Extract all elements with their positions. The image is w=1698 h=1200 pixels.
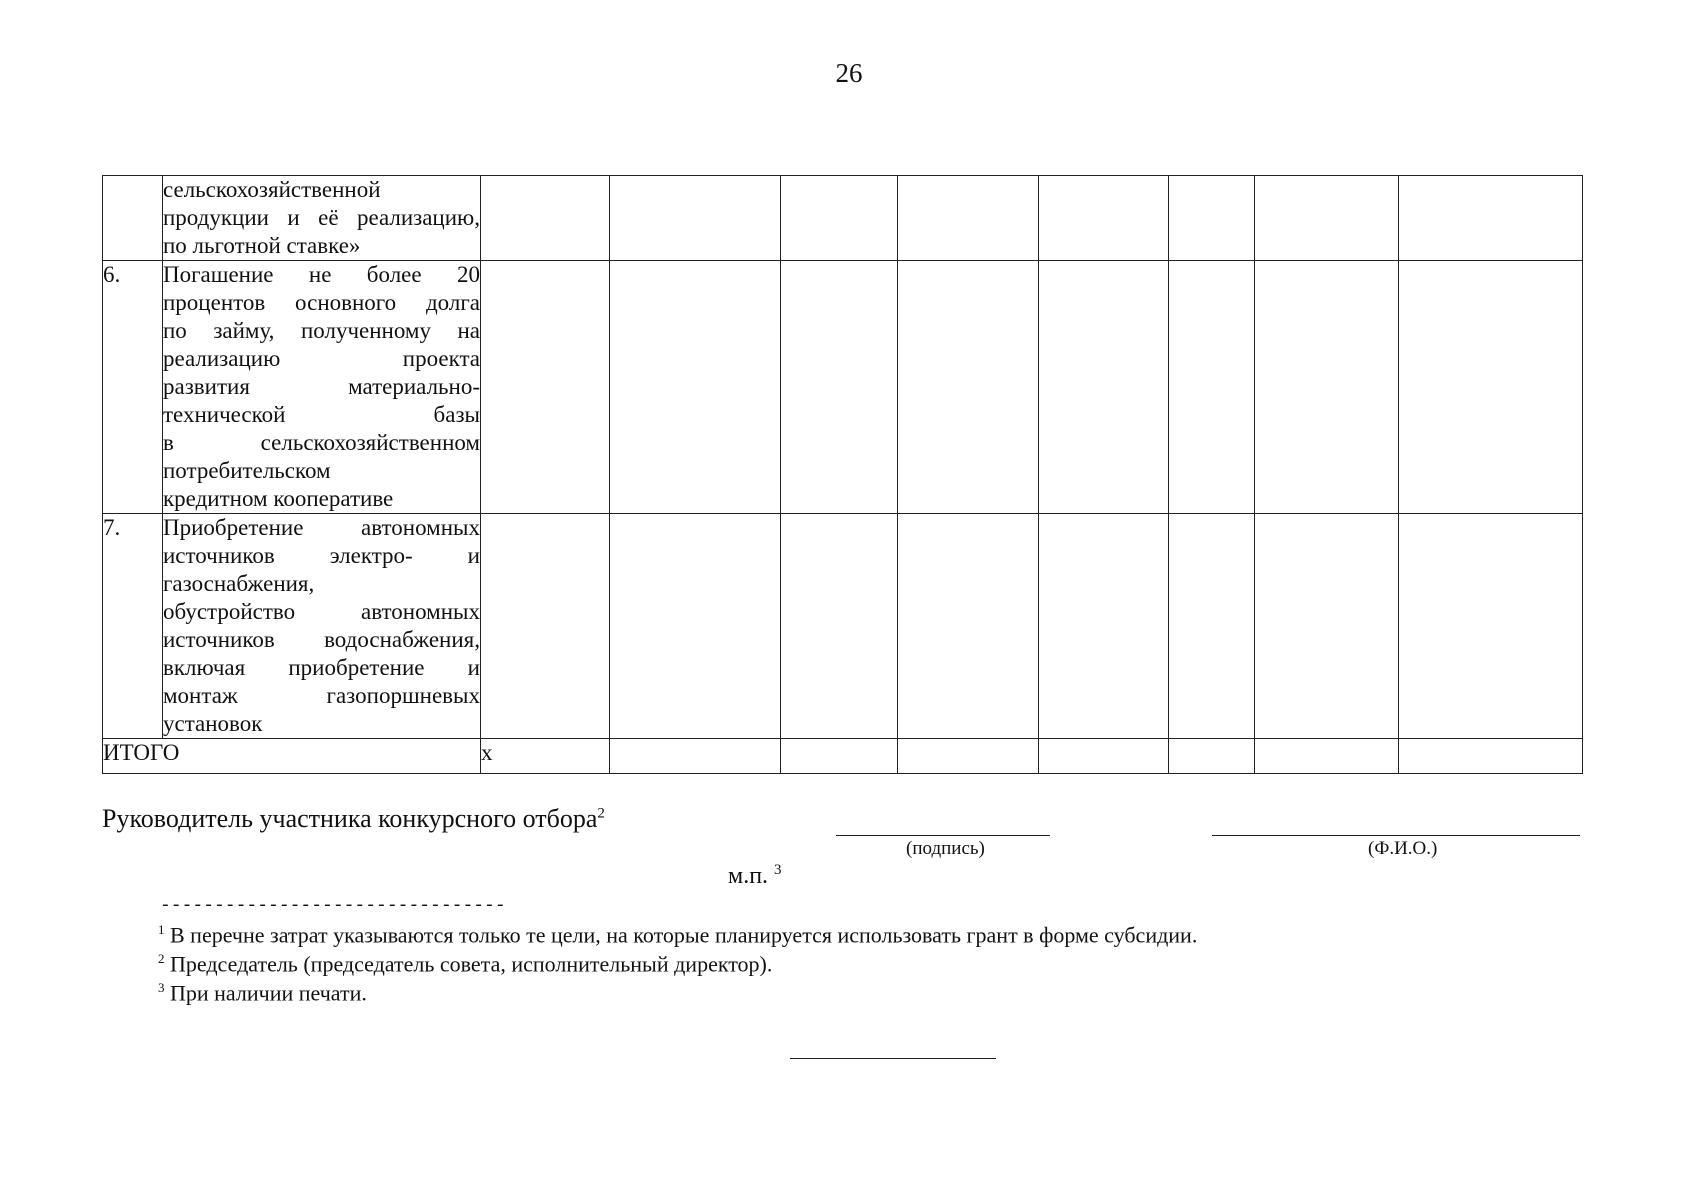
empty-cell xyxy=(1039,261,1169,514)
page-number: 26 xyxy=(835,58,863,88)
description-line: процентов основного долга xyxy=(163,290,480,315)
empty-cell xyxy=(1399,176,1583,261)
empty-cell xyxy=(1399,514,1583,739)
empty-cell xyxy=(1399,261,1583,514)
table-row xyxy=(103,176,1583,261)
signature-label-text: Руководитель участника конкурсного отбора xyxy=(102,804,598,833)
stamp-text: м.п. xyxy=(728,863,769,889)
footnote-text: При наличии печати. xyxy=(170,980,367,1006)
description-line: развития материально- xyxy=(163,374,480,399)
empty-cell xyxy=(1399,739,1583,774)
empty-cell xyxy=(481,261,610,514)
description-line: по займу, полученному на xyxy=(163,318,480,343)
footnote-mark: 1 xyxy=(158,922,165,937)
description-line: источников водоснабжения, xyxy=(163,627,480,652)
signature-line xyxy=(836,835,1050,836)
footnote-mark: 3 xyxy=(158,980,165,995)
empty-cell xyxy=(481,514,610,739)
empty-cell xyxy=(1039,176,1169,261)
table-row xyxy=(103,261,1583,514)
empty-cell xyxy=(1039,514,1169,739)
cost-table xyxy=(102,175,1583,774)
description-line: обустройство автономных xyxy=(163,599,480,624)
footnote-3 xyxy=(158,980,367,1006)
description-line: включая приобретение и xyxy=(163,655,480,680)
description-line: реализацию проекта xyxy=(163,346,480,371)
row-number: 7. xyxy=(103,514,163,739)
empty-cell xyxy=(1169,176,1255,261)
footnote-separator: -------------------------------- xyxy=(160,896,506,916)
empty-cell xyxy=(898,514,1039,739)
description-line: Погашение не более 20 xyxy=(163,262,480,287)
empty-cell xyxy=(1255,176,1399,261)
description-line: кредитном кооперативе xyxy=(163,486,394,511)
empty-cell xyxy=(781,176,898,261)
empty-cell xyxy=(898,261,1039,514)
total-label: ИТОГО xyxy=(103,739,481,774)
description-line: по льготной ставке» xyxy=(163,233,361,258)
empty-cell xyxy=(1255,261,1399,514)
description-line: в сельскохозяйственном xyxy=(163,430,480,455)
description-line: установок xyxy=(163,711,263,736)
signature-label xyxy=(102,804,605,834)
total-x-mark: х xyxy=(481,739,610,774)
empty-cell xyxy=(610,176,781,261)
description-line: сельскохозяйственной xyxy=(163,177,381,202)
stamp-footnote-mark: 3 xyxy=(774,862,782,878)
footnote-mark: 2 xyxy=(158,951,165,966)
footnote-2 xyxy=(158,951,772,977)
empty-cell xyxy=(610,739,781,774)
row-number xyxy=(103,176,163,261)
row-description xyxy=(163,514,481,739)
signature-label-footnote-mark: 2 xyxy=(597,805,605,822)
footnote-text: В перечне затрат указываются только те цели, на которые планируется использовать грант в форме субсидии. xyxy=(170,922,1198,948)
end-line xyxy=(790,1058,996,1059)
empty-cell xyxy=(610,261,781,514)
empty-cell xyxy=(781,261,898,514)
description-line: потребительском xyxy=(163,458,331,483)
empty-cell xyxy=(610,514,781,739)
description-line: монтаж газопоршневых xyxy=(163,683,480,708)
signature-caption: (подпись) xyxy=(906,838,985,859)
empty-cell xyxy=(898,176,1039,261)
name-caption: (Ф.И.О.) xyxy=(1368,838,1438,859)
total-row xyxy=(103,739,1583,774)
footnote-text: Председатель (председатель совета, исполнительный директор). xyxy=(170,951,773,977)
row-description xyxy=(163,261,481,514)
empty-cell xyxy=(781,739,898,774)
description-line: источников электро- и xyxy=(163,543,480,568)
row-number: 6. xyxy=(103,261,163,514)
empty-cell xyxy=(1169,261,1255,514)
name-line xyxy=(1212,835,1580,836)
empty-cell xyxy=(1039,739,1169,774)
empty-cell xyxy=(481,176,610,261)
table-row xyxy=(103,514,1583,739)
empty-cell xyxy=(781,514,898,739)
empty-cell xyxy=(1255,514,1399,739)
empty-cell xyxy=(898,739,1039,774)
empty-cell xyxy=(1169,739,1255,774)
description-line: газоснабжения, xyxy=(163,571,315,596)
row-description xyxy=(163,176,481,261)
empty-cell xyxy=(1255,739,1399,774)
description-line: технической базы xyxy=(163,402,480,427)
stamp-place xyxy=(728,862,782,890)
description-line: продукции и её реализацию, xyxy=(163,205,480,230)
empty-cell xyxy=(1169,514,1255,739)
footnote-1 xyxy=(158,922,1197,948)
description-line: Приобретение автономных xyxy=(163,515,480,540)
